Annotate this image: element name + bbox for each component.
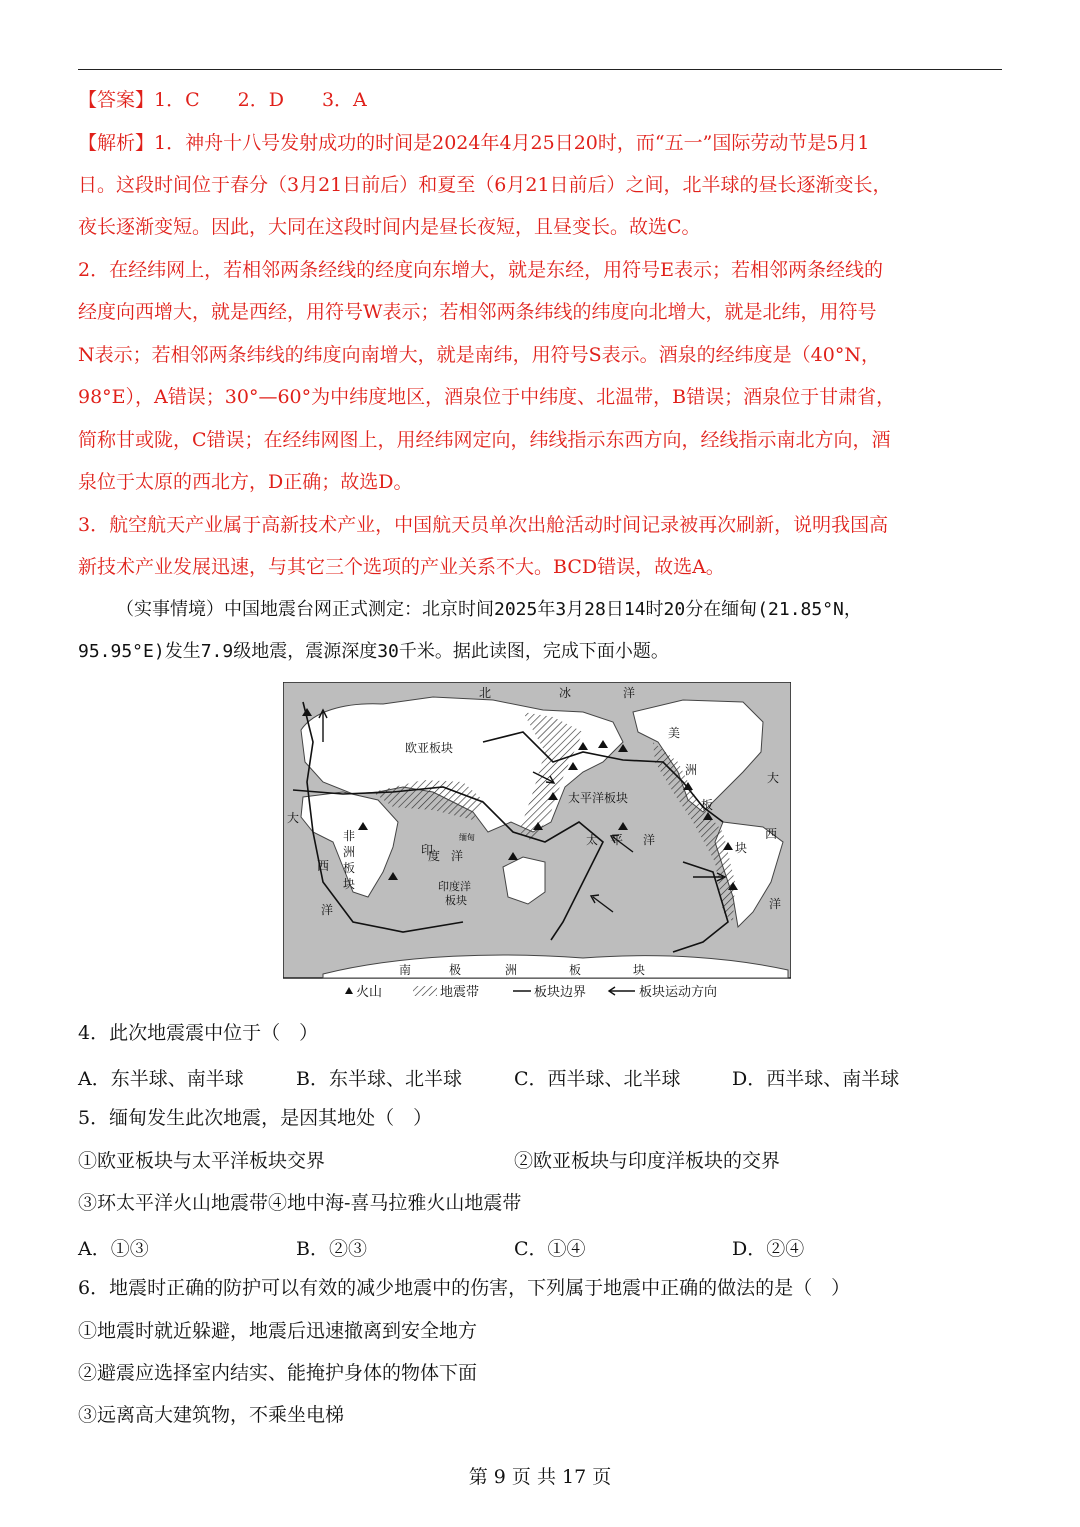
map-label-antarctic-3: 洲 [505,963,518,977]
map-label-atlantic-w-2: 西 [317,859,330,873]
q6-item-2: ②避震应选择室内结实、能掩护身体的物体下面 [78,1362,478,1384]
map-label-arctic-3: 洋 [623,686,636,700]
map-label-america-4: 块 [735,841,748,855]
analysis-p3-line2: 新技术产业发展迅速，与其它三个选项的产业关系不大。BCD错误，故选A。 [78,556,725,578]
map-label-myanmar: 缅甸 [459,833,475,842]
map-label-africa-1: 非 [343,829,356,843]
map-label-indian-plate-2: 板块 [445,894,467,907]
q4-option-c[interactable]: C．西半球、北半球 [514,1068,681,1090]
map-label-antarctic-4: 板 [569,963,582,977]
q5-stem: 5．缅甸发生此次地震，是因其地处（ ） [78,1107,433,1129]
map-label-america-3: 板 [701,798,714,812]
map-label-pacific-3: 洋 [643,833,656,847]
map-label-indian-plate-1: 印度洋 [438,880,471,893]
q5-item-1: ①欧亚板块与太平洋板块交界 [78,1150,326,1172]
map-label-antarctic-2: 极 [449,963,462,977]
q6-item-3: ③远离高大建筑物，不乘坐电梯 [78,1404,345,1426]
map-label-atlantic-e-2: 西 [765,827,778,841]
analysis-text: 1．神舟十八号发射成功的时间是2024年4月25日20时，而“五一”国际劳动节是5月1 [154,132,870,154]
q4-option-d[interactable]: D．西半球、南半球 [732,1068,900,1090]
analysis-p2-line2: 经度向西增大，就是西经，用符号W表示；若相邻两条纬线的纬度向北增大，就是北纬，用符号 [78,301,877,323]
header-rule [78,69,1002,70]
analysis-p3-line1: 3．航空航天产业属于高新技术产业，中国航天员单次出舱活动时间记录被再次刷新，说明我国高 [78,514,889,536]
map-label-africa-3: 板 [343,861,356,875]
q5-item-2: ②欧亚板块与印度洋板块的交界 [514,1150,781,1172]
page-footer: 第 9 页 共 17 页 [468,1466,612,1488]
q6-stem: 6．地震时正确的防护可以有效的减少地震中的伤害，下列属于地震中正确的做法的是（ ） [78,1277,851,1299]
legend-volcano-icon [345,987,353,994]
q5-option-b[interactable]: B．②③ [296,1238,367,1260]
q4-option-b[interactable]: B．东半球、北半球 [296,1068,462,1090]
answer-items: 1．C 2．D 3．A [154,89,367,111]
map-label-pacific-1: 太 [586,833,599,847]
answer-line [78,88,367,112]
answer-label: 【答案】 [78,89,155,111]
map-label-atlantic-w-3: 洋 [321,903,334,917]
analysis-p2-line6: 泉位于太原的西北方，D正确；故选D。 [78,471,413,493]
analysis-p1-line2: 日。这段时间位于春分（3月21日前后）和夏至（6月21日前后）之间，北半球的昼长逐渐变长， [78,174,892,196]
q6-item-1: ①地震时就近躲避，地震后迅速撤离到安全地方 [78,1320,478,1342]
map-label-indian-2: 度 [428,849,441,863]
map-label-america-2: 洲 [685,763,698,777]
intro-line1: （实事情境）中国地震台网正式测定：北京时间2025年3月28日14时20分在缅甸(21.85°N， [116,599,862,620]
q4-stem: 4．此次地震震中位于（ ） [78,1022,319,1044]
map-label-atlantic-e-1: 大 [767,771,780,785]
q5-option-a[interactable]: A．①③ [78,1238,149,1260]
map-label-indian-1: 印 [421,843,434,857]
intro-line2: 95.95°E)发生7.9级地震，震源深度30千米。据此读图，完成下面小题。 [78,641,669,662]
q4-option-a[interactable]: A．东半球、南半球 [78,1068,244,1090]
q5-option-d[interactable]: D．②④ [732,1238,805,1260]
analysis-p2-line5: 简称甘或陇，C错误；在经纬网图上，用经纬网定向，纬线指示东西方向，经线指示南北方向，酒 [78,429,891,451]
analysis-label: 【解析】 [78,132,155,154]
analysis-p1-line3: 夜长逐渐变短。因此，大同在这段时间内是昼长夜短，且昼变长。故选C。 [78,216,701,238]
legend-motion: 板块运动方向 [639,985,718,1000]
legend-volcano: 火山 [356,985,383,1000]
legend-boundary: 板块边界 [534,985,587,1000]
analysis-p2-line3: N表示；若相邻两条纬线的纬度向南增大，就是南纬，用符号S表示。酒泉的经纬度是（40°N， [78,344,880,366]
map-label-africa-4: 块 [343,877,356,891]
map-label-pacific-plate: 太平洋板块 [568,791,629,805]
map-label-arctic-1: 北 [479,686,492,700]
map-label-atlantic-w-1: 大 [287,811,300,825]
map-label-america-1: 美 [668,726,681,740]
q5-item-34: ③环太平洋火山地震带④地中海-喜马拉雅火山地震带 [78,1192,522,1214]
analysis-p2-line1: 2．在经纬网上，若相邻两条经线的经度向东增大，就是东经，用符号E表示；若相邻两条经线的 [78,259,883,281]
plate-map [283,682,791,1002]
map-label-atlantic-e-3: 洋 [769,897,782,911]
legend-seismic-belt: 地震带 [440,985,480,1000]
map-legend [345,984,717,1000]
map-label-africa-2: 洲 [343,845,356,859]
map-label-antarctic-1: 南 [399,963,412,977]
map-label-eurasia: 欧亚板块 [405,741,454,755]
analysis-p1-line1 [78,131,870,155]
map-label-arctic-2: 冰 [559,686,572,700]
australia-landmass [503,857,545,904]
map-label-indian-3: 洋 [451,849,464,863]
q5-option-c[interactable]: C．①④ [514,1238,586,1260]
map-label-antarctic-5: 块 [633,963,646,977]
legend-hatch-icon [413,986,437,996]
map-label-pacific-2: 平 [611,833,624,847]
analysis-p2-line4: 98°E），A错误；30°—60°为中纬度地区，酒泉位于中纬度、北温带，B错误；酒泉位于甘肃省， [78,386,896,408]
